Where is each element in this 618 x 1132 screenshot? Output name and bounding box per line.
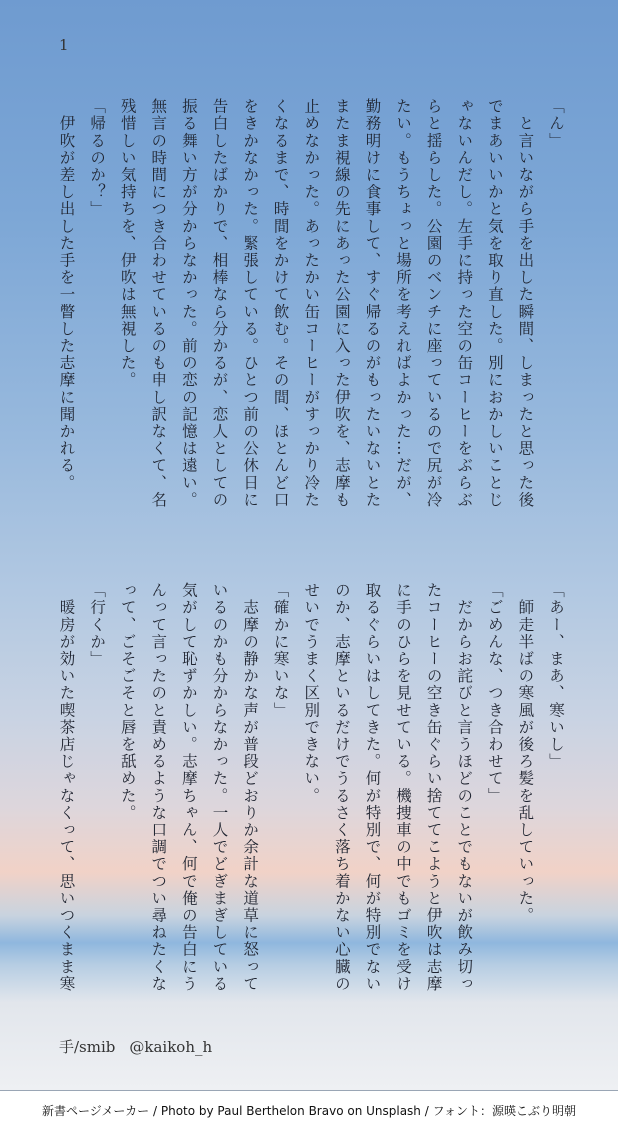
text-line: 止めなかった。あったかい缶コーヒーがすっかり冷た xyxy=(302,98,321,509)
text-line: 「行くか」 xyxy=(88,582,107,668)
text-line: に手のひらを見せている。機捜車の中でもゴミを受け xyxy=(394,582,413,993)
lower-text-block xyxy=(51,582,571,1014)
page-number: 1 xyxy=(59,36,69,54)
text-line: と言いながら手を出した瞬間、しまったと思った後 xyxy=(516,98,535,509)
text-line: 「あー、まあ、寒いし」 xyxy=(547,582,565,771)
text-line: らと揺らした。公園のベンチに座っているので尻が冷 xyxy=(424,98,443,509)
text-line: 「確かに寒いな」 xyxy=(271,582,290,719)
author-handle: @kaikoh_h xyxy=(129,1038,213,1056)
text-line: たコーヒーの空き缶ぐらい捨ててこようと伊吹は志摩 xyxy=(424,582,443,993)
text-line: たい。もうちょっと場所を考えればよかった…だが、 xyxy=(394,98,413,509)
text-line: 無言の時間につき合わせているのも申し訳なくて、名 xyxy=(149,98,168,509)
text-line: って、ごそごそと唇を舐めた。 xyxy=(118,582,137,822)
footer-credit: 新書ページメーカー / Photo by Paul Berthelon Bravo on Unsplash / フォント：源暎こぶり明朝 xyxy=(42,1104,576,1118)
text-line: だからお詫びと言うほどのことでもないが飲み切っ xyxy=(455,582,474,993)
text-line: 取るぐらいはしてきた。何が特別で、何が特別でない xyxy=(363,582,382,993)
text-line: 勤務明けに食事して、すぐ帰るのがもったいないとた xyxy=(363,98,382,509)
text-line: のか、志摩といるだけでうるさく落ち着かない心臓の xyxy=(332,582,351,993)
text-line: 告白したばかりで、相棒なら分かるが、恋人としての xyxy=(210,98,229,509)
text-line: 暖房が効いた喫茶店じゃなくって、思いつくまま寒 xyxy=(57,582,76,993)
text-line: くなるまで、時間をかけて飲む。その間、ほとんど口 xyxy=(271,98,290,509)
text-line: 「ごめんな、つき合わせて」 xyxy=(485,582,504,805)
text-line: 師走半ばの寒風が後ろ髪を乱していった。 xyxy=(516,582,535,924)
text-line: 志摩の静かな声が普段どおりか余計な道草に怒って xyxy=(241,582,260,993)
text-line: せいでうまく区別できない。 xyxy=(302,582,321,805)
text-line: ゃないんだし。左手に持った空の缶コーヒーをぶらぶ xyxy=(455,98,474,509)
text-line: 「ん」 xyxy=(547,98,565,150)
text-line: 振る舞い方が分からなかった。前の恋の記憶は遠い。 xyxy=(179,98,198,509)
author-credit xyxy=(59,1036,212,1057)
text-line: でまあいいかと気を取り直した。別におかしいことじ xyxy=(485,98,504,509)
text-line: をきかなかった。緊張している。ひとつ前の公休日に xyxy=(241,98,260,509)
text-line: 気がして恥ずかしい。志摩ちゃん、何で俺の告白にう xyxy=(179,582,198,993)
text-line: んって言ったのと責めるような口調でつい尋ねたくな xyxy=(149,582,168,993)
text-line: またま視線の先にあった公園に入った伊吹を、志摩も xyxy=(332,98,351,509)
text-line: 伊吹が差し出した手を一瞥した志摩に聞かれる。 xyxy=(57,98,76,492)
upper-text-block xyxy=(51,98,571,530)
text-line: 残惜しい気持ちを、伊吹は無視した。 xyxy=(118,98,137,389)
text-line: いるのかも分からなかった。一人でどぎまぎしている xyxy=(210,582,229,993)
author-name: 手/smib xyxy=(59,1038,116,1056)
text-line: 「帰るのか？」 xyxy=(88,98,107,218)
